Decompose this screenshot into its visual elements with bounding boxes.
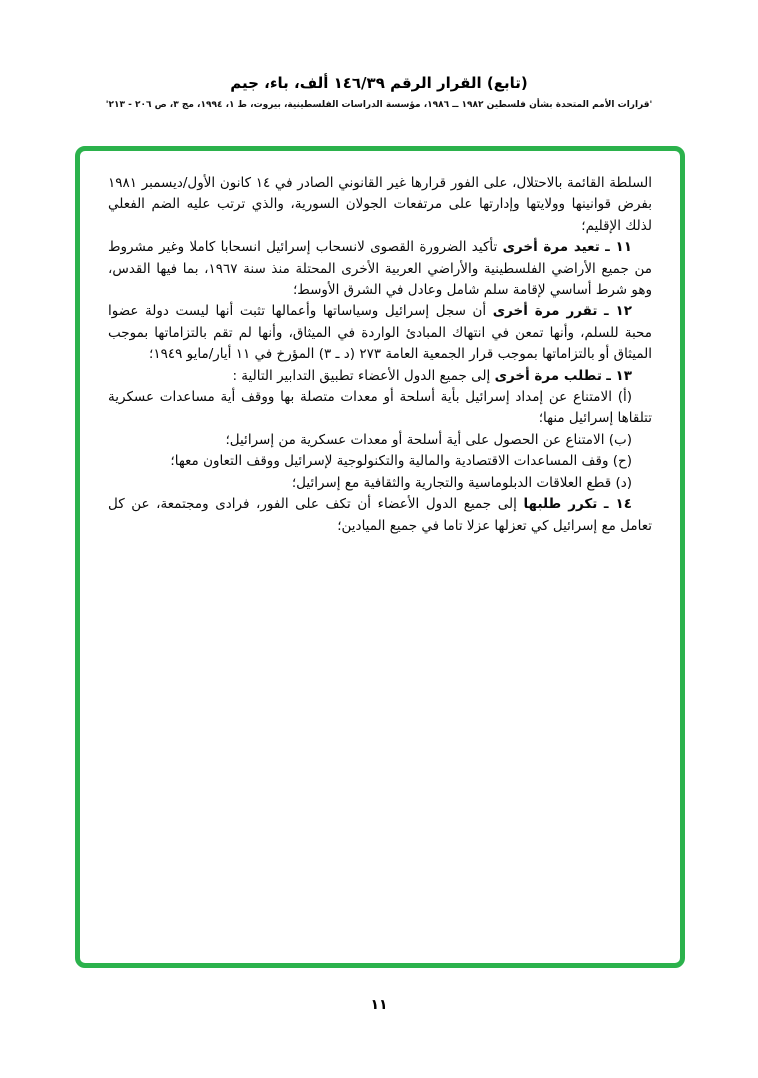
clause-text: إلى جميع الدول الأعضاء تطبيق التدابير التالية : <box>232 367 491 384</box>
clause-lead: تكرر طلبها <box>523 496 598 513</box>
clause-lead: تطلب مرة أخرى <box>494 367 602 384</box>
clause-text: تأكيد الضرورة القصوى لانسحاب إسرائيل انسحابا كاملا وغير مشروط من جميع الأراضي الفلسطينية والأراضي العربية الأخرى المحتلة منذ سنة ١٩٦٧، بما فيها القدس، وهو شرط أساسي لإقامة سلم شامل وعادل في الشرق الأوسط؛ <box>108 239 652 299</box>
clause-text: إلى جميع الدول الأعضاء أن تكف على الفور، فرادى ومجتمعة، عن كل تعامل مع إسرائيل كي تعزلها عزلا تاما في جميع الميادين؛ <box>108 496 652 534</box>
page-number: ١١ <box>370 997 388 1013</box>
clause-number: ١٤ ـ <box>603 496 632 513</box>
clause-text: (أ) الامتناع عن إمداد إسرائيل بأية أسلحة أو معدات متصلة بها ووقف أية مساعدات عسكرية تتلقاها إسرائيل منها؛ <box>108 389 652 427</box>
clause-text: (ب) الامتناع عن الحصول على أية أسلحة أو معدات عسكرية من إسرائيل؛ <box>225 431 632 448</box>
clause-number: ١٣ ـ <box>606 367 632 384</box>
clause-lead: تعيد مرة أخرى <box>502 239 600 256</box>
clause-text: (ح) وقف المساعدات الاقتصادية والمالية والتكنولوجية لإسرائيل ووقف التعاون معها؛ <box>170 453 632 470</box>
citation-line: 'قرارات الأمم المتحدة بشأن فلسطين ١٩٨٢ ــ ١٩٨٦، مؤسسة الدراسات الفلسطينية، بيروت، ط ١، ١٩٩٤، مج ٣، ص ٢٠٦ - ٢١٣' <box>105 100 653 110</box>
clause-text: السلطة القائمة بالاحتلال، على الفور قرارها غير القانوني الصادر في ١٤ كانون الأول/ديسمبر ١٩٨١ بفرض قوانينها وولايتها وإدارتها على مرتفعات الجولان السورية، والذي ترتب عليه الضم الفعلي لذلك الإقليم؛ <box>108 175 652 234</box>
clause-number: ١٢ ـ <box>603 303 632 320</box>
resolution-body <box>80 151 680 537</box>
clause-text: (د) قطع العلاقات الدبلوماسية والتجارية والثقافية مع إسرائيل؛ <box>291 474 632 491</box>
paragraph-clause-14 <box>108 494 652 537</box>
resolution-title: (تابع) القرار الرقم ١٤٦/٣٩ ألف، باء، جيم <box>230 74 528 92</box>
text-frame <box>75 146 685 968</box>
clause-lead: تقرر مرة أخرى <box>492 303 598 320</box>
paragraph-subitem-d <box>108 473 652 494</box>
paragraph-clause-12 <box>108 301 652 365</box>
paragraph-subitem-a <box>108 387 652 430</box>
clause-text: أن سجل إسرائيل وسياساتها وأعمالها تثبت أنها ليست دولة عضوا محبة للسلم، وأنها تمعن في انتهاك المبادئ الواردة في الميثاق، وأنها لم تقم بالتزاماتها بموجب الميثاق أو بالتزاماتها بموجب قرار الجمعية العامة ٢٧٣ (د ـ ٣) المؤرخ في ١١ أيار/مايو ١٩٤٩؛ <box>108 303 652 363</box>
paragraph-clause-13 <box>108 366 652 387</box>
paragraph-subitem-b <box>108 430 652 451</box>
paragraph-subitem-c <box>108 451 652 472</box>
paragraph-clause-11 <box>108 237 652 301</box>
clause-number: ١١ ـ <box>605 239 632 256</box>
paragraph-continuation <box>108 173 652 237</box>
page-header <box>0 0 758 110</box>
